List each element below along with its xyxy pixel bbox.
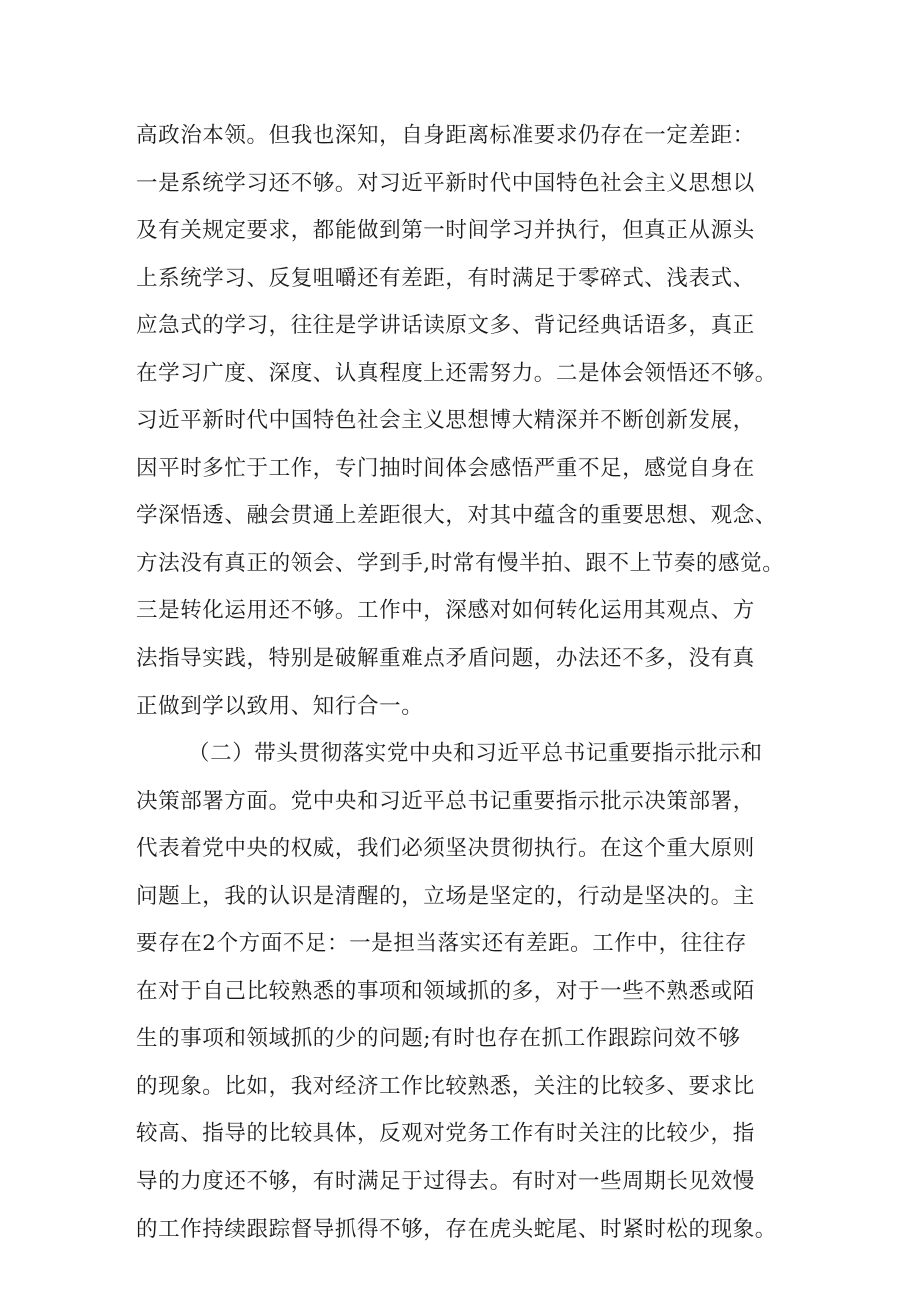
text-line: 导的力度还不够，有时满足于过得去。有时对一些周期长见效慢 bbox=[136, 1169, 755, 1195]
text-line: 在学习广度、深度、认真程度上还需努力。二是体会领悟还不够。 bbox=[136, 360, 777, 386]
text-line: 在对于自己比较熟悉的事项和领域抓的多，对于一些不熟悉或陌 bbox=[136, 978, 755, 1004]
text-line: 学深悟透、融会贯通上差距很大，对其中蕴含的重要思想、观念、 bbox=[136, 503, 777, 529]
text-line: 方法没有真正的领会、学到手,时常有慢半拍、跟不上节奏的感觉。 bbox=[136, 550, 785, 576]
text-line: 问题上，我的认识是清醒的，立场是坚定的，行动是坚决的。主 bbox=[136, 883, 755, 909]
text-line: 应急式的学习，往往是学讲话读原文多、背记经典话语多，真正 bbox=[136, 313, 755, 339]
text-line: 高政治本领。但我也深知，自身距离标准要求仍存在一定差距： bbox=[136, 123, 755, 148]
text-line: 一是系统学习还不够。对习近平新时代中国特色社会主义思想以 bbox=[136, 170, 755, 196]
text-line: 习近平新时代中国特色社会主义思想博大精深并不断创新发展， bbox=[136, 408, 755, 434]
text-line: 要存在2个方面不足：一是担当落实还有差距。工作中，往往存 bbox=[136, 931, 747, 957]
text-line: 的工作持续跟踪督导抓得不够，存在虎头蛇尾、时紧时松的现象。 bbox=[136, 1216, 777, 1242]
text-line: 因平时多忙于工作，专门抽时间体会感悟严重不足，感觉自身在 bbox=[136, 455, 755, 481]
text-line: 代表着党中央的权威，我们必须坚决贯彻执行。在这个重大原则 bbox=[136, 836, 755, 862]
text-line: 生的事项和领域抓的少的问题;有时也存在抓工作跟踪问效不够 bbox=[136, 1026, 741, 1052]
text-line: 上系统学习、反复咀嚼还有差距，有时满足于零碎式、浅表式、 bbox=[136, 265, 755, 291]
text-line: 及有关规定要求，都能做到第一时间学习并执行，但真正从源头 bbox=[136, 218, 755, 244]
text-line: 的现象。比如，我对经济工作比较熟悉，关注的比较多、要求比 bbox=[136, 1073, 755, 1099]
body-text bbox=[136, 112, 806, 1253]
text-line: 正做到学以致用、知行合一。 bbox=[136, 693, 424, 719]
section-heading-line: （二）带头贯彻落实党中央和习近平总书记重要指示批示和 bbox=[188, 741, 763, 767]
text-line: 决策部署方面。党中央和习近平总书记重要指示批示决策部署， bbox=[136, 788, 755, 814]
text-line: 较高、指导的比较具体，反观对党务工作有时关注的比较少，指 bbox=[136, 1121, 755, 1147]
text-line: 法指导实践，特别是破解重难点矛盾问题，办法还不多，没有真 bbox=[136, 646, 755, 672]
text-line: 三是转化运用还不够。工作中，深感对如何转化运用其观点、方 bbox=[136, 598, 755, 624]
